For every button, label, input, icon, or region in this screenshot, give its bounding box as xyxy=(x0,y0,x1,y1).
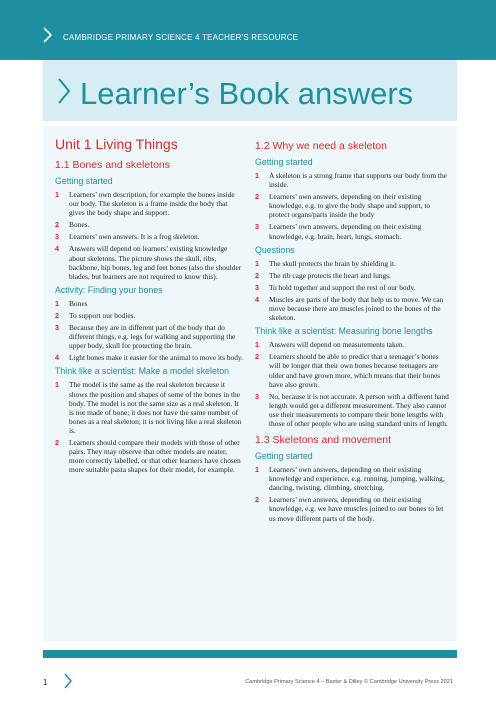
item-number: 4 xyxy=(55,353,59,363)
answer-item xyxy=(55,190,243,217)
subsection-title: Getting started xyxy=(255,157,313,167)
page-number: 1 xyxy=(43,678,48,687)
subsection-title: Getting started xyxy=(55,176,113,186)
item-text: No, because it is not accurate. A person with a different hand length would get a different measurement. They also cannot use their measurements to compare their bone lengths with those of other people who are using standard units of length. xyxy=(269,391,449,428)
subsection-title: Questions xyxy=(255,244,295,255)
item-number: 1 xyxy=(255,258,259,268)
item-number: 1 xyxy=(55,380,59,390)
item-number: 2 xyxy=(55,310,59,320)
answer-item xyxy=(55,311,243,320)
unit-title: Unit 1 Living Things xyxy=(55,136,178,152)
item-text: Learners’ own answers, depending on their existing knowledge and experience, e.g. running, jumping, walking, dancing, twisting, climbing, stretching. xyxy=(269,465,445,493)
running-header: CAMBRIDGE PRIMARY SCIENCE 4 TEACHER'S RESOURCE xyxy=(63,33,299,42)
item-text: The skull protects the brain by shielding it. xyxy=(269,258,396,268)
subsection-title: Think like a scientist: Measuring bone lengths xyxy=(255,326,433,337)
subsection-title: Activity: Finding your bones xyxy=(55,284,163,295)
answer-item xyxy=(255,352,451,388)
item-text: Muscles are parts of the body that help us to move. We can move because there are muscles joined to the bones of the skeleton. xyxy=(269,294,444,323)
section-title: 1.2 Why we need a skeleton xyxy=(255,140,387,152)
section-title: 1.1 Bones and skeletons xyxy=(55,159,170,171)
item-number: 2 xyxy=(255,192,259,202)
answer-item xyxy=(255,295,451,322)
answer-list xyxy=(55,380,243,474)
answer-list xyxy=(255,171,451,241)
item-text: Learners’ own description, for example the bones inside our body. The skeleton is a frame inside the body that gives the body shape and support. xyxy=(69,190,235,218)
item-text: Answers will depend on learners’ existing knowledge about skeletons. The picture shows the skull, ribs, backbone, hip bones, leg and feet bones (also the shoulder blades, but learners are not required to know this). xyxy=(69,244,242,281)
item-number: 3 xyxy=(55,232,59,242)
item-number: 1 xyxy=(255,171,259,180)
answer-item xyxy=(255,259,451,268)
answer-item xyxy=(255,340,451,349)
item-text: The rib cage protects the heart and lungs. xyxy=(269,270,391,280)
answer-list xyxy=(55,190,243,281)
answer-item xyxy=(55,244,243,280)
bottom-rule xyxy=(43,650,457,658)
title-box xyxy=(43,60,457,121)
answer-list xyxy=(255,340,451,428)
item-number: 1 xyxy=(55,298,59,308)
item-text: Learners’ own answers, depending on their existing knowledge, e.g. brain, heart, lungs, stomach. xyxy=(269,222,422,241)
section-title: 1.3 Skeletons and movement xyxy=(255,434,391,447)
chevron-right-icon xyxy=(57,77,71,105)
chevron-right-icon xyxy=(64,673,72,689)
answer-item xyxy=(55,438,243,474)
answer-item xyxy=(55,323,243,350)
item-text: Because they are in different part of the body that do different things, e.g. legs for walking and supporting the upper body, skull for protecting the brain. xyxy=(69,323,236,351)
item-text: Bones. xyxy=(69,220,90,230)
item-number: 3 xyxy=(255,282,259,292)
item-number: 1 xyxy=(255,340,259,350)
subsection-title: Think like a scientist: Make a model skeleton xyxy=(55,366,230,377)
page-title: Learner’s Book answers xyxy=(80,76,414,111)
item-text: Learners should compare their models with those of other pairs. They may observe that other models are neater, more correctly labelled, or that other learners have chosen more suitable pasta shapes for their model, for example. xyxy=(69,437,241,475)
item-text: Learners should be able to predict that a teenager’s bones will be longer that their own bones because teenagers are older and have grown more, which means that their bones have also grown. xyxy=(269,352,441,389)
answer-list xyxy=(55,299,243,363)
answer-item xyxy=(255,392,451,428)
answer-item xyxy=(255,495,451,522)
answer-item xyxy=(55,380,243,435)
answer-item xyxy=(55,353,243,362)
item-text: The model is the same as the real skeleton because it shows the position and shapes of some of the bones in the body. The model is not the same size as a real skeleton. It is not made of bone; it does not have the same number of bones as a real skeleton; it is not living like a real skeleton is. xyxy=(69,380,242,435)
subsection-title: Getting started xyxy=(255,451,313,462)
item-text: A skeleton is a strong frame that supports our body from the inside. xyxy=(269,171,447,190)
answer-item xyxy=(255,283,451,292)
item-text: Answers will depend on measurements taken. xyxy=(269,340,405,350)
item-number: 2 xyxy=(55,437,59,447)
answer-list xyxy=(255,259,451,323)
item-number: 1 xyxy=(55,190,59,199)
item-number: 4 xyxy=(255,294,259,304)
item-number: 1 xyxy=(255,465,259,475)
item-number: 2 xyxy=(55,220,59,230)
left-column xyxy=(55,134,243,477)
answer-item xyxy=(255,465,451,492)
answer-list xyxy=(255,465,451,523)
item-text: Learners’ own answers. It is a frog skeleton. xyxy=(69,232,200,242)
item-number: 3 xyxy=(255,222,259,232)
answer-item xyxy=(55,220,243,229)
answer-item xyxy=(255,171,451,189)
item-number: 3 xyxy=(55,323,59,333)
item-text: Light bones make it easier for the animal to move its body. xyxy=(69,353,243,363)
answer-item xyxy=(255,192,451,219)
top-banner xyxy=(0,0,496,60)
item-number: 3 xyxy=(255,391,259,401)
answers-panel xyxy=(43,126,457,641)
right-column xyxy=(255,134,451,526)
item-text: Bones xyxy=(69,298,88,308)
item-text: Learners’ own answers, depending on their existing knowledge, e.g. we have muscles joined to our bones to let us move different parts of the body. xyxy=(269,495,444,523)
answer-item xyxy=(55,232,243,241)
item-text: To support our bodies. xyxy=(69,310,136,320)
copyright-text: Cambridge Primary Science 4 – Baxter & Dilley © Cambridge University Press 2021 xyxy=(245,679,453,685)
item-number: 4 xyxy=(55,244,59,254)
item-text: To hold together and support the rest of our body. xyxy=(269,282,416,292)
item-text: Learners’ own answers, depending on their existing knowledge, e.g. to give the body shape and support, to protect organs/parts inside the body xyxy=(269,192,431,220)
item-number: 2 xyxy=(255,270,259,280)
item-number: 2 xyxy=(255,352,259,362)
item-number: 2 xyxy=(255,495,259,505)
answer-item xyxy=(55,299,243,308)
answer-item xyxy=(255,222,451,240)
answer-item xyxy=(255,271,451,280)
chevron-right-icon xyxy=(43,27,52,43)
